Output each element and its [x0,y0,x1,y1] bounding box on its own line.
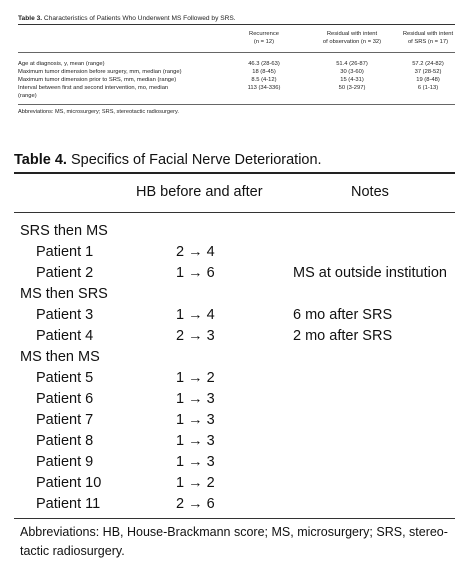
table-row [14,452,455,472]
col-header-line: Recurrence [249,31,279,37]
cell-value: 15 (4-31) [340,77,364,83]
group-row [14,284,455,304]
table-4-body [14,213,455,518]
col-header-line: (n = 12) [253,39,275,45]
table-row [18,76,455,84]
col-header-line: Residual with intent [326,31,378,37]
row-label: (range) [18,93,37,99]
table-3-body [18,53,455,104]
hb-change: 2 → 3 [176,328,215,344]
cell-value: 8.5 (4-12) [251,77,277,83]
table-4 [14,150,455,561]
cell-value: 57.2 (24-82) [412,61,444,67]
patient-name: Patient 9 [36,454,94,470]
patient-name: Patient 1 [36,244,94,260]
group-label: MS then MS [20,349,100,365]
patient-name: Patient 4 [36,328,94,344]
table-row [14,326,455,346]
patient-name: Patient 3 [36,307,94,323]
patient-name: Patient 6 [36,391,94,407]
hb-change: 1 → 2 [176,475,215,491]
hb-change: 1 → 3 [176,391,215,407]
group-label: SRS then MS [20,223,108,239]
hb-change: 1 → 4 [176,307,215,323]
col-header-line: Residual with intent [402,31,454,37]
table-4-number: Table 4. [14,152,67,168]
cell-value: 18 (8-45) [252,69,276,75]
table-4-caption: Specifics of Facial Nerve Deterioration. [70,152,322,168]
table-row [14,410,455,430]
row-label: Age at diagnosis, y, mean (range) [18,61,105,67]
hb-change: 1 → 2 [176,370,215,386]
col-header-hb: HB before and after [136,184,263,200]
table-3-title [18,14,455,24]
table-4-title [14,150,455,172]
table-row [14,368,455,388]
note: 2 mo after SRS [293,328,393,344]
table-4-abbreviations: Abbreviations: HB, House-Brackmann score; MS, microsurgery; SRS, stereo-tactic radiosurgery. [20,525,448,558]
table-row [18,84,455,92]
table-row [14,263,455,283]
cell-value: 113 (34-336) [247,85,281,91]
table-row [14,389,455,409]
patient-name: Patient 10 [36,475,102,491]
group-row [14,347,455,367]
hb-change: 2 → 6 [176,496,215,512]
note: MS at outside institution [293,265,447,281]
group-row [14,221,455,241]
col-header-notes: Notes [351,184,389,200]
table-3-col-srs [397,30,459,46]
cell-value: 46.3 (28-63) [248,61,280,67]
table-row [18,60,455,68]
patient-name: Patient 7 [36,412,94,428]
patient-name: Patient 8 [36,433,94,449]
patient-name: Patient 5 [36,370,94,386]
cell-value: 6 (1-13) [417,85,439,91]
table-row-continuation [18,92,455,100]
table-3 [18,14,455,115]
cell-value: 51.4 (26-87) [336,61,368,67]
cell-value: 37 (28-52) [414,69,442,75]
table-4-header [14,174,455,212]
cell-value: 50 (3-297) [338,85,366,91]
row-label: Maximum tumor dimension prior to SRS, mm, median (range) [18,77,177,83]
table-3-caption: Characteristics of Patients Who Underwent MS Followed by SRS. [43,15,236,22]
col-header-line: of SRS (n = 17) [407,39,449,45]
cell-value: 19 (8-48) [416,77,440,83]
hb-change: 1 → 3 [176,454,215,470]
hb-change: 1 → 3 [176,412,215,428]
hb-change: 1 → 6 [176,265,215,281]
table-row [14,494,455,514]
table-3-abbreviations: Abbreviations: MS, microsurgery; SRS, stereotactic radiosurgery. [18,109,179,115]
row-label: Interval between first and second intervention, mo, median [18,85,169,91]
hb-change: 2 → 4 [176,244,215,260]
table-row [14,431,455,451]
patient-name: Patient 2 [36,265,94,281]
patient-name: Patient 11 [36,496,101,512]
cell-value: 30 (3-60) [340,69,364,75]
hb-change: 1 → 3 [176,433,215,449]
col-header-line: of observation (n = 32) [322,39,382,45]
table-row [14,473,455,493]
group-label: MS then SRS [20,286,108,302]
row-label: Maximum tumor dimension before surgery, mm, median (range) [18,69,182,75]
table-row [14,305,455,325]
table-3-bottom-rule [18,104,455,105]
table-row [18,68,455,76]
table-3-header [18,25,455,52]
table-3-number: Table 3. [18,15,43,22]
table-3-col-recurrence [241,30,287,46]
table-row [14,242,455,262]
table-3-col-observation [310,30,394,46]
note: 6 mo after SRS [293,307,393,323]
